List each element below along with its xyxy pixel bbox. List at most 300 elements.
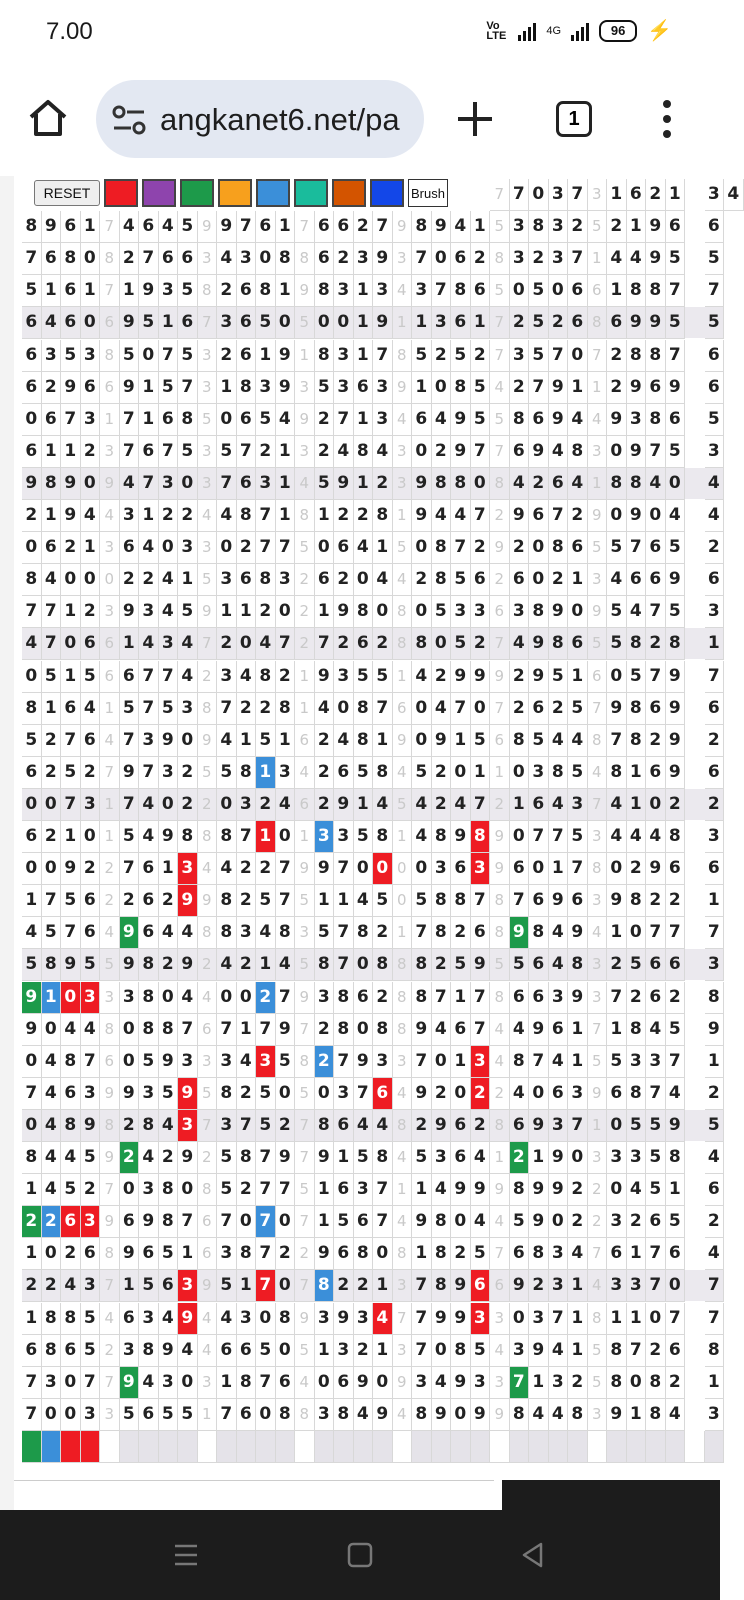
grid-cell[interactable]: 2 <box>607 372 627 404</box>
grid-cell[interactable]: 7 <box>451 532 471 564</box>
grid-cell[interactable]: 0 <box>315 1078 335 1110</box>
grid-cell[interactable]: 7 <box>61 404 81 436</box>
grid-cell[interactable]: 6 <box>217 1335 237 1367</box>
grid-cell[interactable]: 7 <box>159 340 179 372</box>
grid-cell[interactable]: 8 <box>451 885 471 917</box>
grid-cell[interactable]: 1 <box>256 757 276 789</box>
grid-cell[interactable]: 7 <box>217 468 237 500</box>
grid-cell[interactable]: 5 <box>159 372 179 404</box>
grid-cell[interactable]: 7 <box>451 693 471 725</box>
grid-cell[interactable]: 7 <box>568 853 588 885</box>
grid-cell[interactable]: 9 <box>627 307 647 339</box>
grid-cell[interactable]: 5 <box>198 564 218 596</box>
grid-cell[interactable]: 2 <box>646 885 666 917</box>
grid-cell[interactable]: 1 <box>354 275 374 307</box>
grid-cell[interactable]: 6 <box>22 757 42 789</box>
grid-cell[interactable]: 4 <box>315 693 335 725</box>
grid-cell[interactable]: 7 <box>178 1206 198 1238</box>
grid-cell[interactable]: 4 <box>393 275 413 307</box>
grid-cell[interactable]: 6 <box>81 917 101 949</box>
grid-cell[interactable]: 6 <box>412 404 432 436</box>
grid-cell[interactable]: 7 <box>646 661 666 693</box>
grid-cell[interactable]: 1 <box>412 1238 432 1270</box>
grid-cell[interactable]: 7 <box>490 307 510 339</box>
grid-cell[interactable]: 4 <box>159 564 179 596</box>
grid-cell[interactable]: 4 <box>178 661 198 693</box>
grid-cell[interactable]: 1 <box>568 564 588 596</box>
grid-cell[interactable]: 6 <box>256 211 276 243</box>
grid-cell[interactable]: 5 <box>627 949 647 981</box>
grid-cell[interactable]: 1 <box>627 789 647 821</box>
grid-cell[interactable]: 5 <box>627 1110 647 1142</box>
grid-cell[interactable]: 5 <box>412 757 432 789</box>
grid-cell[interactable]: 5 <box>354 1142 374 1174</box>
grid-cell[interactable]: 7 <box>588 693 608 725</box>
grid-cell[interactable]: 4 <box>334 725 354 757</box>
grid-cell[interactable]: 8 <box>276 243 296 275</box>
grid-cell[interactable]: 3 <box>217 1238 237 1270</box>
grid-cell[interactable]: 3 <box>256 372 276 404</box>
grid-cell[interactable]: 9 <box>451 1270 471 1302</box>
grid-cell[interactable]: 4 <box>139 532 159 564</box>
grid-cell[interactable]: 7 <box>471 1014 491 1046</box>
grid-cell[interactable]: 2 <box>627 853 647 885</box>
grid-cell[interactable]: 8 <box>276 917 296 949</box>
grid-cell[interactable]: 1 <box>354 468 374 500</box>
grid-cell[interactable]: 2 <box>315 436 335 468</box>
grid-cell[interactable]: 9 <box>61 500 81 532</box>
grid-cell[interactable]: 7 <box>373 693 393 725</box>
grid-cell[interactable]: 1 <box>61 821 81 853</box>
grid-cell[interactable]: 3 <box>510 596 530 628</box>
grid-cell[interactable]: 2 <box>334 628 354 660</box>
grid-cell[interactable]: 3 <box>412 275 432 307</box>
grid-cell[interactable]: 4 <box>256 917 276 949</box>
grid-cell[interactable]: 4 <box>139 628 159 660</box>
grid-cell[interactable]: 7 <box>100 757 120 789</box>
grid-cell[interactable]: 4 <box>646 1014 666 1046</box>
grid-cell[interactable]: 2 <box>432 661 452 693</box>
grid-cell[interactable]: 6 <box>334 532 354 564</box>
grid-cell[interactable]: 8 <box>627 725 647 757</box>
grid-cell[interactable]: 6 <box>627 564 647 596</box>
grid-cell[interactable]: 4 <box>549 949 569 981</box>
grid-cell[interactable]: 9 <box>529 1014 549 1046</box>
grid-cell[interactable]: 4 <box>490 372 510 404</box>
grid-cell[interactable]: 7 <box>256 532 276 564</box>
grid-cell[interactable]: 4 <box>159 596 179 628</box>
grid-cell[interactable]: 2 <box>295 596 315 628</box>
grid-cell[interactable]: 7 <box>22 1078 42 1110</box>
grid-cell[interactable]: 7 <box>646 917 666 949</box>
grid-cell[interactable]: 1 <box>354 789 374 821</box>
grid-cell[interactable]: 7 <box>217 1014 237 1046</box>
grid-cell[interactable]: 4 <box>276 789 296 821</box>
grid-cell[interactable]: 8 <box>510 725 530 757</box>
grid-cell[interactable]: 8 <box>159 1014 179 1046</box>
grid-cell[interactable]: 9 <box>198 725 218 757</box>
grid-footer-cell[interactable] <box>120 1431 140 1463</box>
grid-cell[interactable]: 8 <box>354 917 374 949</box>
grid-cell[interactable]: 2 <box>510 307 530 339</box>
grid-cell[interactable]: 2 <box>705 1206 725 1238</box>
grid-cell[interactable]: 9 <box>178 885 198 917</box>
grid-cell[interactable]: 5 <box>295 532 315 564</box>
grid-cell[interactable]: 4 <box>276 949 296 981</box>
grid-cell[interactable]: 4 <box>42 564 62 596</box>
grid-cell[interactable]: 9 <box>159 821 179 853</box>
grid-cell[interactable]: 8 <box>276 1303 296 1335</box>
grid-cell[interactable]: 6 <box>139 917 159 949</box>
grid-cell[interactable]: 3 <box>588 949 608 981</box>
grid-cell[interactable]: 2 <box>159 500 179 532</box>
grid-cell[interactable]: 9 <box>354 1046 374 1078</box>
grid-cell[interactable]: 9 <box>627 500 647 532</box>
grid-cell[interactable]: 1 <box>315 1174 335 1206</box>
grid-cell[interactable]: 0 <box>334 307 354 339</box>
grid-cell[interactable]: 3 <box>81 1399 101 1431</box>
grid-cell[interactable]: 3 <box>627 1270 647 1302</box>
grid-cell[interactable]: 4 <box>81 1014 101 1046</box>
grid-cell[interactable]: 0 <box>159 982 179 1014</box>
grid-cell[interactable]: 9 <box>666 372 686 404</box>
grid-cell[interactable]: 0 <box>432 1046 452 1078</box>
grid-cell[interactable]: 0 <box>139 340 159 372</box>
grid-cell[interactable]: 7 <box>295 1142 315 1174</box>
grid-footer-cell[interactable] <box>705 1431 725 1463</box>
grid-cell[interactable]: 7 <box>373 1174 393 1206</box>
grid-cell[interactable]: 7 <box>471 885 491 917</box>
grid-cell[interactable]: 8 <box>627 468 647 500</box>
grid-cell[interactable]: 2 <box>627 1206 647 1238</box>
grid-cell[interactable]: 4 <box>666 1399 686 1431</box>
grid-cell[interactable]: 8 <box>666 628 686 660</box>
grid-cell[interactable]: 8 <box>178 404 198 436</box>
grid-cell[interactable]: 9 <box>178 949 198 981</box>
grid-cell[interactable]: 8 <box>646 340 666 372</box>
color-swatch-0[interactable] <box>104 179 138 207</box>
grid-cell[interactable]: 4 <box>354 1399 374 1431</box>
grid-cell[interactable]: 8 <box>198 1174 218 1206</box>
grid-header-cell[interactable]: 3 <box>588 179 608 211</box>
grid-cell[interactable]: 1 <box>627 1238 647 1270</box>
grid-cell[interactable]: 8 <box>393 1110 413 1142</box>
grid-cell[interactable]: 4 <box>100 725 120 757</box>
grid-cell[interactable]: 4 <box>646 821 666 853</box>
grid-cell[interactable]: 9 <box>120 1238 140 1270</box>
grid-cell[interactable]: 8 <box>627 1078 647 1110</box>
grid-cell[interactable]: 7 <box>198 1110 218 1142</box>
grid-cell[interactable]: 9 <box>120 372 140 404</box>
grid-cell[interactable]: 8 <box>646 404 666 436</box>
grid-cell[interactable]: 1 <box>393 661 413 693</box>
grid-cell[interactable]: 3 <box>198 243 218 275</box>
grid-cell[interactable]: 6 <box>705 693 725 725</box>
grid-cell[interactable]: 8 <box>315 1110 335 1142</box>
grid-cell[interactable]: 2 <box>471 532 491 564</box>
grid-cell[interactable]: 7 <box>139 757 159 789</box>
grid-cell[interactable]: 0 <box>354 564 374 596</box>
grid-cell[interactable]: 9 <box>588 596 608 628</box>
grid-cell[interactable]: 8 <box>100 1238 120 1270</box>
grid-cell[interactable]: 4 <box>178 1335 198 1367</box>
grid-cell[interactable]: 2 <box>432 949 452 981</box>
grid-footer-cell[interactable] <box>666 1431 686 1463</box>
grid-cell[interactable]: 1 <box>100 693 120 725</box>
grid-cell[interactable]: 3 <box>198 1046 218 1078</box>
grid-cell[interactable]: 9 <box>451 1367 471 1399</box>
grid-cell[interactable]: 5 <box>568 821 588 853</box>
grid-cell[interactable]: 3 <box>607 1142 627 1174</box>
grid-cell[interactable]: 2 <box>510 532 530 564</box>
grid-cell[interactable]: 7 <box>120 436 140 468</box>
grid-cell[interactable]: 3 <box>159 468 179 500</box>
grid-cell[interactable]: 3 <box>334 372 354 404</box>
grid-cell[interactable]: 1 <box>373 725 393 757</box>
grid-cell[interactable]: 3 <box>295 372 315 404</box>
grid-cell[interactable]: 8 <box>568 1399 588 1431</box>
home-nav-icon[interactable] <box>335 1530 385 1580</box>
grid-cell[interactable]: 0 <box>451 1078 471 1110</box>
grid-cell[interactable]: 7 <box>256 1142 276 1174</box>
grid-cell[interactable]: 8 <box>529 1238 549 1270</box>
grid-cell[interactable]: 7 <box>607 725 627 757</box>
grid-cell[interactable]: 1 <box>256 340 276 372</box>
grid-footer-cell[interactable] <box>276 1431 296 1463</box>
grid-cell[interactable]: 3 <box>217 1046 237 1078</box>
grid-cell[interactable]: 8 <box>237 1238 257 1270</box>
grid-cell[interactable]: 2 <box>315 1014 335 1046</box>
grid-cell[interactable]: 8 <box>22 211 42 243</box>
grid-cell[interactable]: 0 <box>373 853 393 885</box>
grid-cell[interactable]: 6 <box>451 1014 471 1046</box>
grid-cell[interactable]: 8 <box>100 243 120 275</box>
grid-cell[interactable]: 4 <box>373 564 393 596</box>
grid-cell[interactable]: 0 <box>81 821 101 853</box>
grid-cell[interactable]: 9 <box>451 1174 471 1206</box>
grid-cell[interactable]: 8 <box>490 982 510 1014</box>
grid-cell[interactable]: 4 <box>588 1270 608 1302</box>
grid-cell[interactable]: 6 <box>22 1335 42 1367</box>
grid-cell[interactable]: 3 <box>705 949 725 981</box>
grid-cell[interactable]: 1 <box>334 1142 354 1174</box>
grid-cell[interactable]: 9 <box>549 1142 569 1174</box>
grid-cell[interactable]: 4 <box>198 982 218 1014</box>
address-bar[interactable] <box>96 80 424 158</box>
grid-cell[interactable]: 9 <box>432 1399 452 1431</box>
grid-cell[interactable]: 4 <box>705 500 725 532</box>
grid-cell[interactable]: 2 <box>315 757 335 789</box>
grid-cell[interactable]: 4 <box>42 1046 62 1078</box>
grid-footer-cell[interactable] <box>451 1431 471 1463</box>
grid-cell[interactable]: 6 <box>588 275 608 307</box>
grid-cell[interactable]: 1 <box>471 307 491 339</box>
grid-cell[interactable]: 5 <box>588 1367 608 1399</box>
grid-cell[interactable]: 8 <box>373 500 393 532</box>
grid-cell[interactable]: 9 <box>159 725 179 757</box>
grid-cell[interactable]: 8 <box>490 917 510 949</box>
grid-cell[interactable]: 0 <box>178 468 198 500</box>
grid-cell[interactable]: 3 <box>549 211 569 243</box>
grid-cell[interactable]: 7 <box>276 982 296 1014</box>
grid-cell[interactable]: 7 <box>510 885 530 917</box>
grid-cell[interactable]: 1 <box>568 1014 588 1046</box>
grid-cell[interactable]: 5 <box>432 596 452 628</box>
grid-cell[interactable]: 6 <box>646 372 666 404</box>
grid-cell[interactable]: 8 <box>159 1174 179 1206</box>
grid-cell[interactable]: 6 <box>354 628 374 660</box>
grid-cell[interactable]: 4 <box>393 1399 413 1431</box>
grid-cell[interactable]: 8 <box>217 821 237 853</box>
grid-cell[interactable]: 7 <box>217 693 237 725</box>
grid-header-cell[interactable]: 0 <box>529 179 549 211</box>
grid-cell[interactable]: 0 <box>373 1238 393 1270</box>
grid-cell[interactable]: 5 <box>256 1110 276 1142</box>
grid-cell[interactable]: 7 <box>315 628 335 660</box>
grid-cell[interactable]: 2 <box>646 725 666 757</box>
grid-cell[interactable]: 0 <box>529 532 549 564</box>
grid-cell[interactable]: 7 <box>334 917 354 949</box>
grid-cell[interactable]: 0 <box>276 1270 296 1302</box>
grid-cell[interactable]: 7 <box>198 628 218 660</box>
grid-cell[interactable]: 4 <box>412 789 432 821</box>
grid-cell[interactable]: 7 <box>120 853 140 885</box>
grid-cell[interactable]: 9 <box>100 1078 120 1110</box>
grid-cell[interactable]: 2 <box>705 1078 725 1110</box>
grid-cell[interactable]: 2 <box>549 693 569 725</box>
grid-cell[interactable]: 5 <box>666 1206 686 1238</box>
grid-cell[interactable]: 8 <box>393 596 413 628</box>
grid-cell[interactable]: 9 <box>607 404 627 436</box>
color-swatch-7[interactable] <box>370 179 404 207</box>
grid-cell[interactable]: 8 <box>607 1335 627 1367</box>
grid-cell[interactable]: 3 <box>120 500 140 532</box>
grid-cell[interactable]: 6 <box>451 307 471 339</box>
grid-cell[interactable]: 9 <box>393 1367 413 1399</box>
grid-cell[interactable]: 3 <box>100 596 120 628</box>
grid-cell[interactable]: 3 <box>549 1367 569 1399</box>
grid-cell[interactable]: 5 <box>22 725 42 757</box>
grid-cell[interactable]: 6 <box>100 1046 120 1078</box>
grid-cell[interactable]: 3 <box>705 1399 725 1431</box>
grid-cell[interactable]: 6 <box>471 564 491 596</box>
grid-cell[interactable]: 6 <box>159 243 179 275</box>
grid-cell[interactable]: 9 <box>529 1206 549 1238</box>
grid-cell[interactable]: 6 <box>529 885 549 917</box>
grid-cell[interactable]: 2 <box>354 1335 374 1367</box>
grid-cell[interactable]: 2 <box>588 1174 608 1206</box>
grid-cell[interactable]: 1 <box>256 949 276 981</box>
grid-cell[interactable]: 0 <box>22 789 42 821</box>
grid-cell[interactable]: 9 <box>22 468 42 500</box>
grid-cell[interactable]: 9 <box>510 1270 530 1302</box>
grid-cell[interactable]: 8 <box>510 1046 530 1078</box>
grid-cell[interactable]: 5 <box>256 404 276 436</box>
grid-cell[interactable]: 8 <box>549 532 569 564</box>
grid-cell[interactable]: 8 <box>646 275 666 307</box>
grid-cell[interactable]: 2 <box>42 372 62 404</box>
grid-cell[interactable]: 4 <box>393 1206 413 1238</box>
grid-cell[interactable]: 3 <box>139 1174 159 1206</box>
grid-cell[interactable]: 6 <box>705 1174 725 1206</box>
grid-cell[interactable]: 3 <box>256 1046 276 1078</box>
grid-cell[interactable]: 1 <box>198 1399 218 1431</box>
grid-cell[interactable]: 6 <box>646 982 666 1014</box>
grid-cell[interactable]: 2 <box>705 532 725 564</box>
grid-cell[interactable]: 9 <box>295 853 315 885</box>
grid-cell[interactable]: 6 <box>295 789 315 821</box>
grid-cell[interactable]: 2 <box>315 789 335 821</box>
grid-cell[interactable]: 5 <box>61 885 81 917</box>
grid-cell[interactable]: 8 <box>627 885 647 917</box>
grid-cell[interactable]: 5 <box>451 564 471 596</box>
grid-cell[interactable]: 3 <box>393 1335 413 1367</box>
grid-cell[interactable]: 3 <box>588 1399 608 1431</box>
grid-cell[interactable]: 2 <box>178 789 198 821</box>
grid-header-cell[interactable]: 1 <box>607 179 627 211</box>
grid-cell[interactable]: 6 <box>666 404 686 436</box>
grid-cell[interactable]: 2 <box>81 757 101 789</box>
grid-cell[interactable]: 1 <box>490 1142 510 1174</box>
grid-cell[interactable]: 1 <box>588 1110 608 1142</box>
grid-cell[interactable]: 1 <box>61 661 81 693</box>
grid-cell[interactable]: 8 <box>588 1303 608 1335</box>
grid-cell[interactable]: 9 <box>100 1142 120 1174</box>
grid-cell[interactable]: 9 <box>373 307 393 339</box>
grid-cell[interactable]: 5 <box>705 1110 725 1142</box>
grid-cell[interactable]: 2 <box>471 243 491 275</box>
grid-cell[interactable]: 7 <box>256 500 276 532</box>
grid-cell[interactable]: 3 <box>159 628 179 660</box>
grid-cell[interactable]: 4 <box>490 1206 510 1238</box>
home-icon[interactable] <box>26 96 70 140</box>
grid-cell[interactable]: 4 <box>607 243 627 275</box>
grid-cell[interactable]: 6 <box>393 693 413 725</box>
grid-cell[interactable]: 4 <box>295 757 315 789</box>
grid-cell[interactable]: 9 <box>607 885 627 917</box>
grid-cell[interactable]: 7 <box>412 1335 432 1367</box>
grid-cell[interactable]: 2 <box>159 1142 179 1174</box>
grid-cell[interactable]: 6 <box>315 243 335 275</box>
grid-cell[interactable]: 3 <box>256 468 276 500</box>
grid-cell[interactable]: 6 <box>334 757 354 789</box>
grid-cell[interactable]: 2 <box>42 725 62 757</box>
grid-cell[interactable]: 1 <box>139 500 159 532</box>
grid-cell[interactable]: 6 <box>607 1078 627 1110</box>
grid-cell[interactable]: 4 <box>627 596 647 628</box>
grid-cell[interactable]: 2 <box>178 757 198 789</box>
grid-cell[interactable]: 8 <box>198 275 218 307</box>
grid-cell[interactable]: 9 <box>666 757 686 789</box>
grid-cell[interactable]: 3 <box>432 307 452 339</box>
grid-cell[interactable]: 7 <box>627 1335 647 1367</box>
grid-cell[interactable]: 9 <box>549 885 569 917</box>
grid-cell[interactable]: 2 <box>256 789 276 821</box>
grid-cell[interactable]: 3 <box>549 1110 569 1142</box>
grid-cell[interactable]: 5 <box>549 661 569 693</box>
grid-cell[interactable]: 4 <box>705 468 725 500</box>
grid-cell[interactable]: 4 <box>451 211 471 243</box>
grid-cell[interactable]: 2 <box>373 468 393 500</box>
grid-cell[interactable]: 4 <box>354 1110 374 1142</box>
grid-cell[interactable]: 3 <box>178 693 198 725</box>
grid-header-cell[interactable]: 7 <box>568 179 588 211</box>
grid-cell[interactable]: 8 <box>61 1110 81 1142</box>
grid-cell[interactable]: 4 <box>549 789 569 821</box>
grid-cell[interactable]: 0 <box>178 1174 198 1206</box>
grid-cell[interactable]: 6 <box>568 628 588 660</box>
grid-cell[interactable]: 1 <box>627 211 647 243</box>
